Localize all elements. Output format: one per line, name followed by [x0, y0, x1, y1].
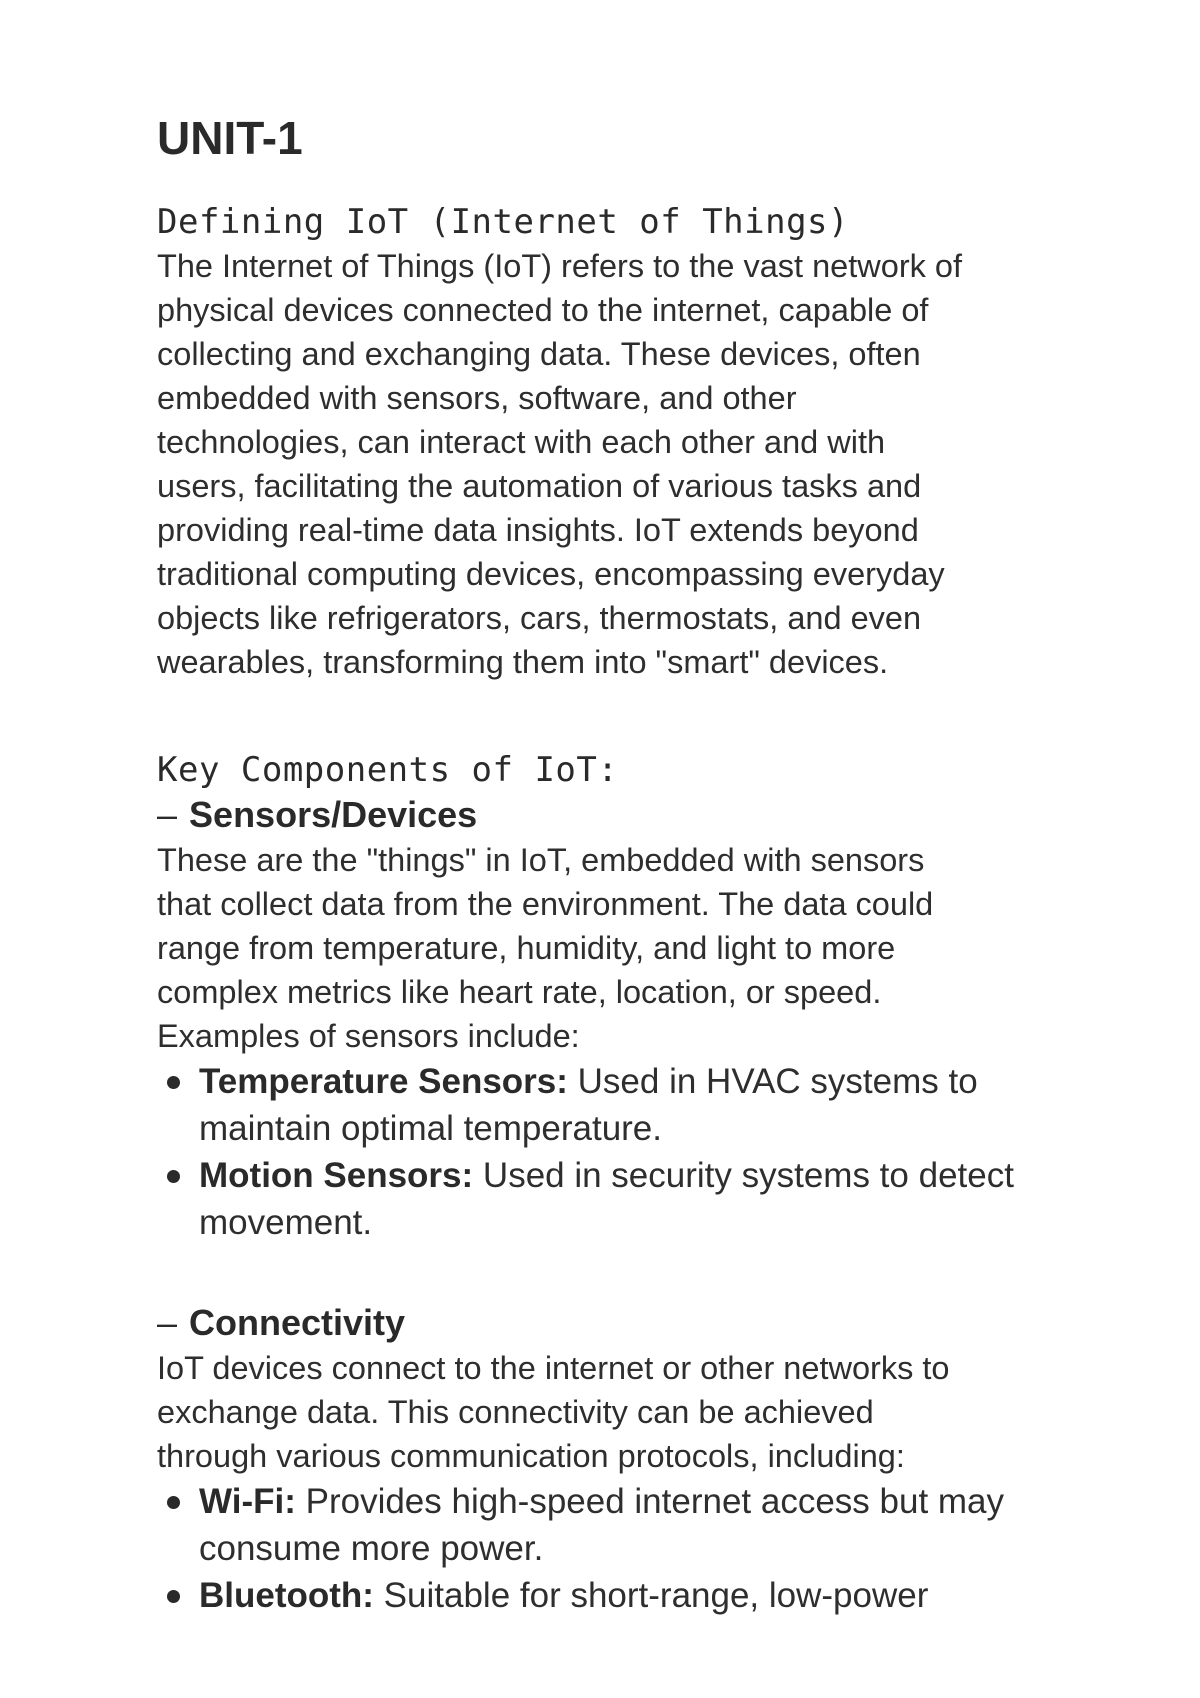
bullet-text: Provides high-speed internet access but may consume more power.	[199, 1482, 1005, 1568]
bullet-icon	[167, 1076, 180, 1089]
connectivity-line: IoT devices connect to the internet or other networks to	[157, 1350, 950, 1386]
definition-line: wearables, transforming them into "smart" devices.	[157, 644, 889, 680]
list-item	[157, 1058, 1057, 1152]
dash-marker: –	[157, 1302, 178, 1343]
bullet-text: Suitable for short-range, low-power	[373, 1576, 929, 1615]
sensors-line: range from temperature, humidity, and light to more	[157, 930, 896, 966]
definition-line: physical devices connected to the internet, capable of	[157, 292, 929, 328]
bullet-icon	[167, 1590, 180, 1603]
list-item	[157, 1478, 1057, 1572]
spacer	[157, 1246, 1057, 1300]
definition-line: providing real-time data insights. IoT extends beyond	[157, 512, 919, 548]
sensors-line: complex metrics like heart rate, location, or speed.	[157, 974, 882, 1010]
subsection-connectivity	[157, 1300, 1057, 1619]
protocols-list	[157, 1478, 1057, 1619]
list-item	[157, 1572, 1057, 1619]
sensors-line: Examples of sensors include:	[157, 1018, 580, 1054]
section-defining-iot	[157, 200, 1057, 684]
bullet-icon	[167, 1496, 180, 1509]
bullet-icon	[167, 1170, 180, 1183]
sensors-line: These are the "things" in IoT, embedded with sensors	[157, 842, 925, 878]
sensors-line: that collect data from the environment. The data could	[157, 886, 934, 922]
definition-line: embedded with sensors, software, and other	[157, 380, 797, 416]
definition-line: collecting and exchanging data. These devices, often	[157, 336, 921, 372]
definition-line: objects like refrigerators, cars, thermostats, and even	[157, 600, 922, 636]
section-heading-key-components: Key Components of IoT:	[157, 750, 619, 790]
bullet-text: Used in HVAC systems to maintain optimal temperature.	[199, 1062, 978, 1148]
subsection-heading-sensors	[157, 792, 1057, 838]
document-page	[157, 110, 1057, 1619]
unit-title: UNIT-1	[157, 112, 303, 164]
definition-line: technologies, can interact with each other and with	[157, 424, 886, 460]
subsection-title-sensors: Sensors/Devices	[189, 794, 478, 835]
section-key-components	[157, 748, 1057, 1619]
connectivity-line: through various communication protocols, including:	[157, 1438, 905, 1474]
subsection-heading-connectivity	[157, 1300, 1057, 1346]
definition-line: The Internet of Things (IoT) refers to the vast network of	[157, 248, 963, 284]
bullet-term: Motion Sensors:	[199, 1156, 474, 1195]
bullet-term: Wi-Fi:	[199, 1482, 296, 1521]
bullet-term: Temperature Sensors:	[199, 1062, 568, 1101]
section-heading-defining-iot: Defining IoT (Internet of Things)	[157, 202, 850, 242]
spacer	[157, 684, 1057, 748]
bullet-term: Bluetooth:	[199, 1576, 374, 1615]
dash-marker: –	[157, 794, 178, 835]
sensor-examples-list	[157, 1058, 1057, 1246]
definition-line: traditional computing devices, encompassing everyday	[157, 556, 945, 592]
subsection-sensors-devices	[157, 792, 1057, 1246]
connectivity-line: exchange data. This connectivity can be achieved	[157, 1394, 874, 1430]
subsection-title-connectivity: Connectivity	[189, 1302, 406, 1343]
bullet-text: Used in security systems to detect movement.	[199, 1156, 1014, 1242]
definition-line: users, facilitating the automation of various tasks and	[157, 468, 922, 504]
list-item	[157, 1152, 1057, 1246]
